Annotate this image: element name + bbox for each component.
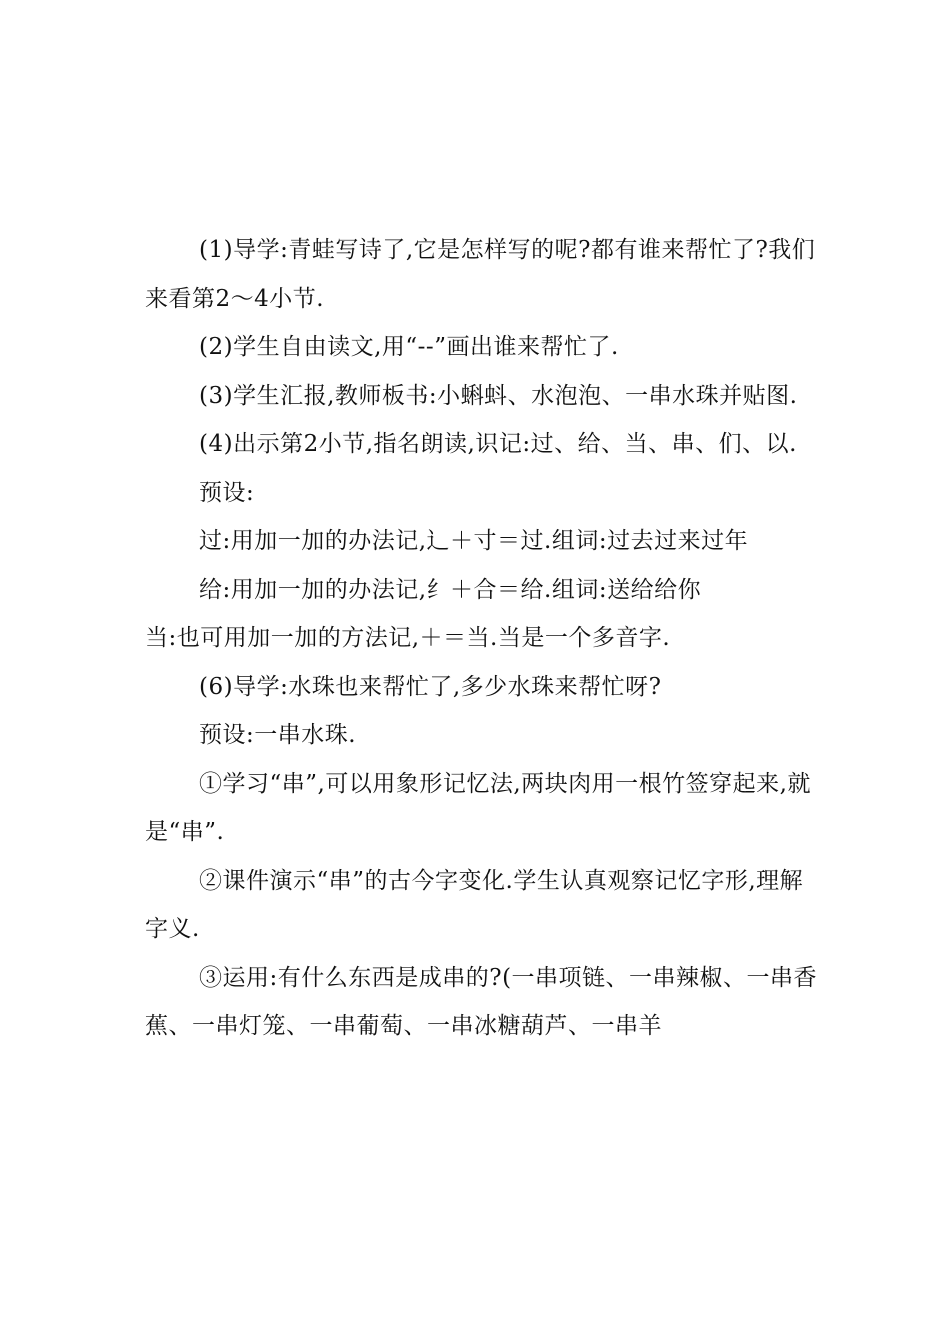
paragraph-8: 当:也可用加一加的方法记,＋＝当.当是一个多音字. bbox=[145, 625, 671, 651]
paragraph-10: 预设:一串水珠. bbox=[199, 722, 357, 748]
paragraph-5: 预设: bbox=[199, 479, 255, 506]
document-body bbox=[145, 226, 825, 1051]
paragraph-9: (6)导学:水珠也来帮忙了,多少水珠来帮忙呀? bbox=[199, 673, 662, 700]
paragraph-2: (2)学生自由读文,用“--”画出谁来帮忙了. bbox=[199, 334, 619, 360]
paragraph-13: ③运用:有什么东西是成串的?(一串项链、一串辣椒、一串香蕉、一串灯笼、一串葡萄、一串冰糖葫芦、一串羊 bbox=[145, 964, 818, 1039]
paragraph-7: 给:用加一加的办法记,纟＋合＝给.组词:送给给你 bbox=[199, 576, 702, 603]
paragraph-4: (4)出示第2小节,指名朗读,识记:过、给、当、串、们、以. bbox=[199, 431, 797, 457]
paragraph-3: (3)学生汇报,教师板书:小蝌蚪、水泡泡、一串水珠并贴图. bbox=[199, 382, 798, 409]
paragraph-11: ①学习“串”,可以用象形记忆法,两块肉用一根竹签穿起来,就是“串”. bbox=[145, 770, 811, 845]
paragraph-6: 过:用加一加的办法记,辶＋寸＝过.组词:过去过来过年 bbox=[199, 528, 749, 554]
paragraph-1: (1)导学:青蛙写诗了,它是怎样写的呢?都有谁来帮忙了?我们来看第2～4小节. bbox=[145, 237, 816, 312]
paragraph-12: ②课件演示“串”的古今字变化.学生认真观察记忆字形,理解字义. bbox=[145, 867, 804, 942]
